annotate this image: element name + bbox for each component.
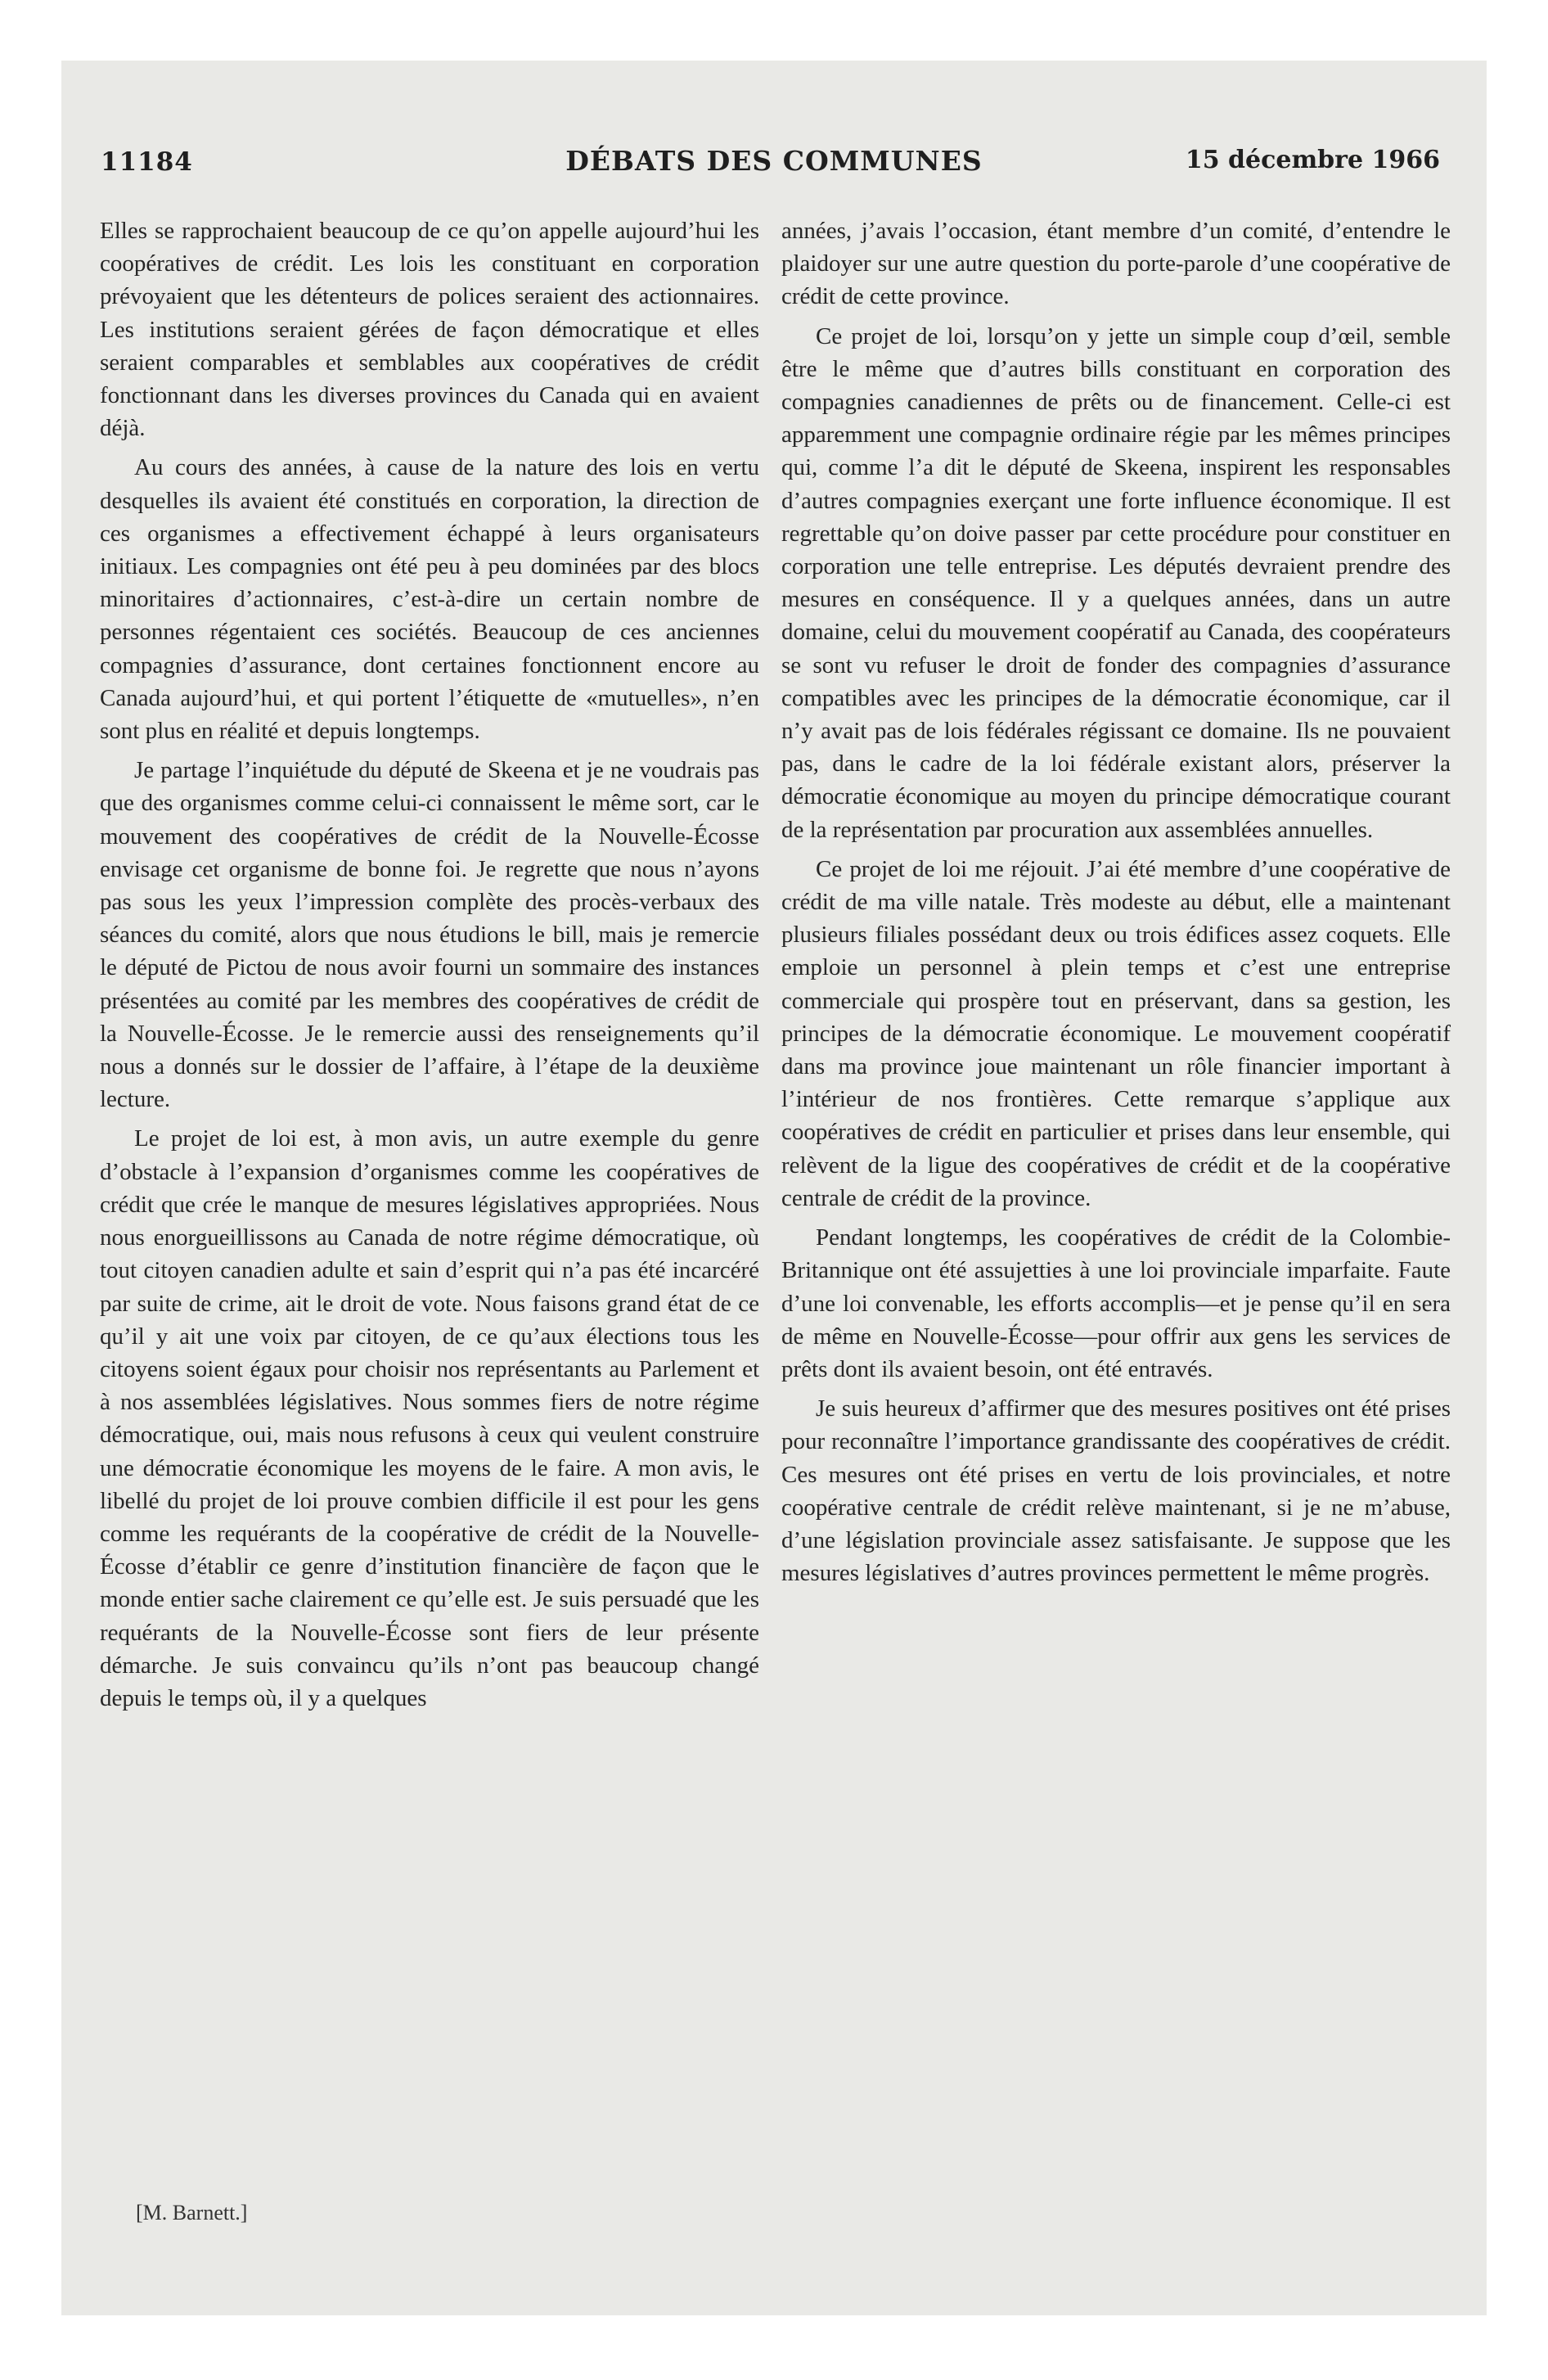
- paragraph: Au cours des années, à cause de la nature des lois en vertu desquelles ils avaient été constitués en corporation, la direction de ces organismes a effectivement échappé à leurs organisateurs initiaux. Les compagnies ont été peu à peu dominées par des blocs minoritaires d’actionnaires, c’est-à-dire un certain nombre de personnes régentaient ces sociétés. Beaucoup de ces anciennes compagnies d’assurance, dont certaines fonctionnent encore au Canada aujourd’hui, et qui portent l’étiquette de «mutuelles», n’en sont plus en réalité et depuis longtemps.: [100, 454, 759, 745]
- left-column: [100, 214, 759, 1721]
- page-number: 11184: [101, 147, 193, 177]
- paragraph: Ce projet de loi me réjouit. J’ai été membre d’une coopérative de crédit de ma ville natale. Très modeste au début, elle a maintenant plusieurs filiales possédant deux ou trois édifices assez coquets. Elle emploie un personnel à plein temps et c’est une entreprise commerciale qui prospère tout en préservant, dans sa gestion, les principes de la démocratie économique. Le mouvement coopératif dans ma province joue maintenant un rôle financier important à l’intérieur de nos frontières. Cette remarque s’applique aux coopératives de crédit en particulier et prises dans leur ensemble, qui relèvent de la ligue des coopératives de crédit et de la coopérative centrale de crédit de la province.: [781, 855, 1451, 1211]
- running-title: DÉBATS DES COMMUNES: [565, 145, 983, 177]
- paragraph: Pendant longtemps, les coopératives de crédit de la Colombie-Britannique ont été assujetties à une loi provinciale imparfaite. Faute d’une loi convenable, les efforts accomplis—et je pense qu’il en sera de même en Nouvelle-Écosse—pour offrir aux gens les services de prêts dont ils avaient besoin, ont été entravés.: [781, 1224, 1451, 1382]
- paragraph: Je partage l’inquiétude du député de Skeena et je ne voudrais pas que des organismes comme celui-ci connaissent le même sort, car le mouvement des coopératives de crédit de la Nouvelle-Écosse envisage cet organisme de bonne foi. Je regrette que nous n’ayons pas sous les yeux l’impression complète des procès-verbaux des séances du comité, alors que nous étudions le bill, mais je remercie le député de Pictou de nous avoir fourni un sommaire des instances présentées au comité par les membres des coopératives de crédit de la Nouvelle-Écosse. Je le remercie aussi des renseignements qu’il nous a donnés sur le dossier de l’affaire, à l’étape de la deuxième lecture.: [100, 757, 759, 1113]
- paragraph: Elles se rapprochaient beaucoup de ce qu’on appelle aujourd’hui les coopératives de crédit. Les lois les constituant en corporation prévoyaient que les détenteurs de polices seraient des actionnaires. Les institutions seraient gérées de façon démocratique et elles seraient comparables et semblables aux coopératives de crédit fonctionnant dans les diverses provinces du Canada qui en avaient déjà.: [100, 218, 759, 442]
- speaker-attribution: [M. Barnett.]: [136, 2201, 248, 2224]
- paragraph: Je suis heureux d’affirmer que des mesures positives ont été prises pour reconnaître l’importance grandissante des coopératives de crédit. Ces mesures ont été prises en vertu de lois provinciales, et notre coopérative centrale de crédit relève maintenant, si je ne m’abuse, d’une législation provinciale assez satisfaisante. Je suppose que les mesures législatives d’autres provinces permettent le même progrès.: [781, 1395, 1451, 1587]
- paragraph: années, j’avais l’occasion, étant membre d’un comité, d’entendre le plaidoyer sur une autre question du porte-parole d’une coopérative de crédit de cette province.: [781, 218, 1451, 310]
- right-column: [781, 214, 1451, 1596]
- paragraph: Le projet de loi est, à mon avis, un autre exemple du genre d’obstacle à l’expansion d’organismes comme les coopératives de crédit que crée le manque de mesures législatives appropriées. Nous nous enorgueillissons au Canada de notre régime démocratique, où tout citoyen canadien adulte et sain d’esprit qui n’a pas été incarcéré par suite de crime, ait le droit de vote. Nous faisons grand état de ce qu’il y ait une voix par citoyen, de ce qu’aux élections tous les citoyens soient égaux pour choisir nos représentants au Parlement et à nos assemblées législatives. Nous sommes fiers de notre régime démocratique, oui, mais nous refusons à ceux qui veulent construire une démocratie économique les moyens de le faire. A mon avis, le libellé du projet de loi prouve combien difficile il est pour les gens comme les requérants de la coopérative de crédit de la Nouvelle-Écosse d’établir ce genre d’institution financière de façon que le monde entier sache clairement ce qu’elle est. Je suis persuadé que les requérants de la Nouvelle-Écosse sont fiers de leur présente démarche. Je suis convaincu qu’ils n’ont pas beaucoup changé depuis le temps où, il y a quelques: [100, 1125, 759, 1711]
- paragraph: Ce projet de loi, lorsqu’on y jette un simple coup d’œil, semble être le même que d’autres bills constituant en corporation des compagnies canadiennes de prêts ou de financement. Celle-ci est apparemment une compagnie ordinaire régie par les mêmes principes qui, comme l’a dit le député de Skeena, inspirent les responsables d’autres compagnies exerçant une forte influence économique. Il est regrettable qu’on doive passer par cette procédure pour constituer en corporation une telle entreprise. Les députés devraient prendre des mesures en conséquence. Il y a quelques années, dans un autre domaine, celui du mouvement coopératif au Canada, des coopérateurs se sont vu refuser le droit de fonder des compagnies d’assurance compatibles avec les principes de la démocratie économique, car il n’y avait pas de lois fédérales régissant ce domaine. Ils ne pouvaient pas, dans le cadre de la loi fédérale existant alors, préserver la démocratie économique au moyen du principe démocratique courant de la représentation par procuration aux assemblées annuelles.: [781, 322, 1451, 843]
- header-date: 15 décembre 1966: [1185, 146, 1440, 174]
